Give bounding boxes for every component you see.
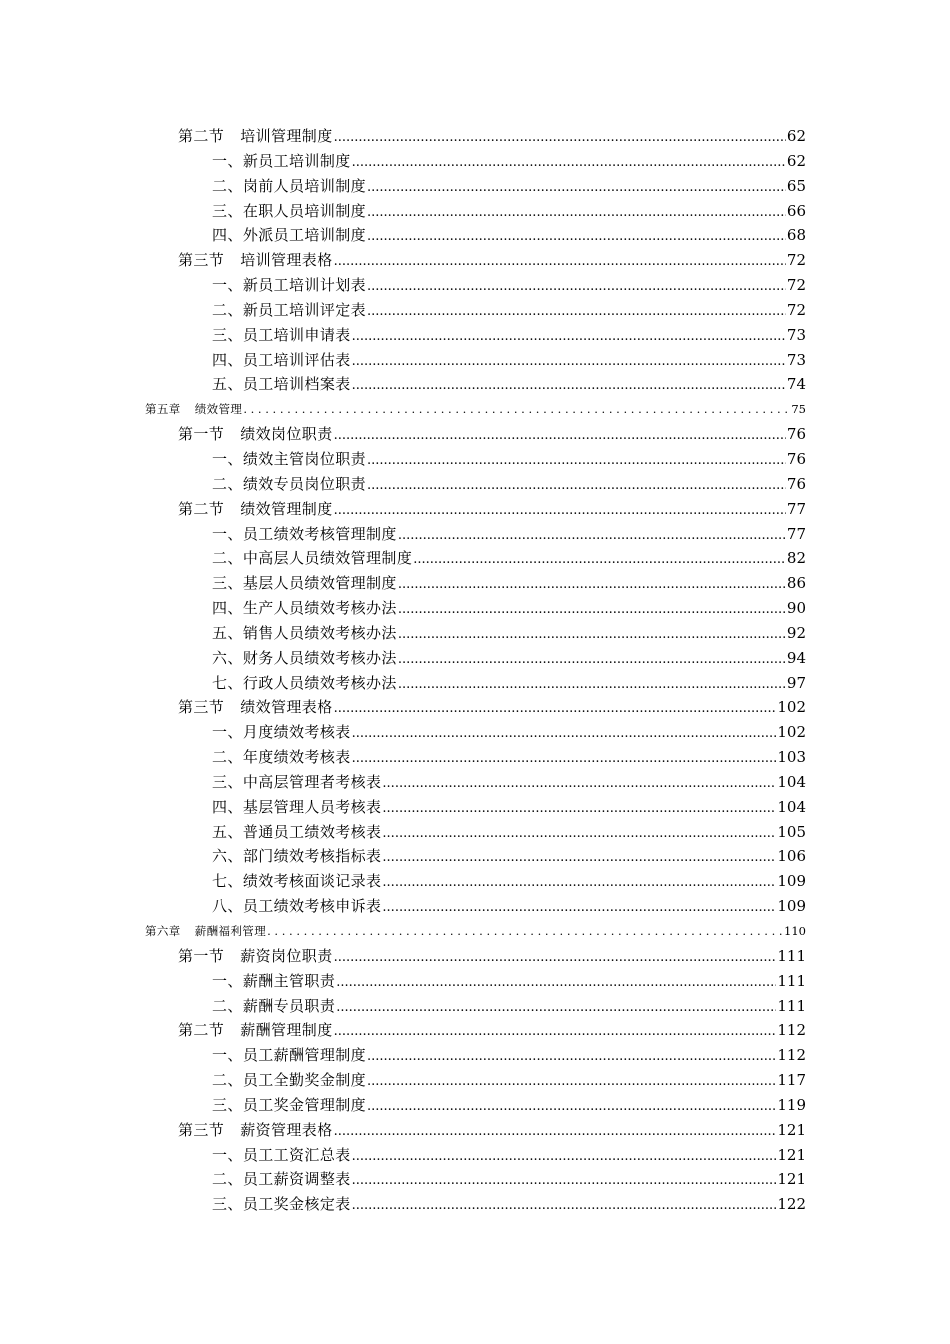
toc-entry-title: 薪酬主管职责: [242, 971, 336, 990]
dot-leader: [352, 325, 786, 350]
toc-entry-page-number: 117: [777, 1071, 806, 1090]
toc-item-entry[interactable]: [0, 820, 950, 845]
toc-entry-title: 生产人员绩效考核办法: [242, 599, 397, 618]
toc-entry-page-number: 97: [786, 673, 806, 692]
toc-entry-title: 员工奖金核定表: [242, 1195, 351, 1214]
dot-leader: [243, 397, 790, 422]
toc-item-entry[interactable]: [0, 1043, 950, 1068]
toc-item-entry[interactable]: [0, 1192, 950, 1217]
dot-leader: [398, 648, 786, 673]
dot-leader: [352, 1145, 777, 1170]
dot-leader: [267, 919, 783, 944]
toc-item-entry[interactable]: [0, 546, 950, 571]
toc-entry-label: [178, 695, 333, 720]
toc-entry-page-number: 76: [786, 449, 806, 468]
toc-entry-prefix: 七、: [212, 872, 243, 891]
toc-entry-label: [212, 571, 397, 596]
dot-leader: [367, 275, 786, 300]
toc-entry-prefix: 二、: [212, 1071, 243, 1090]
toc-entry-prefix: 一、: [212, 1145, 243, 1164]
dot-leader: [398, 623, 786, 648]
toc-entry-title: 绩效专员岗位职责: [242, 474, 367, 493]
toc-entry-page-number: 68: [786, 226, 806, 245]
toc-entry-prefix: 一、: [212, 276, 243, 295]
toc-entry-prefix: 第六章: [145, 924, 181, 938]
toc-entry-title: 薪资管理表格: [240, 1120, 333, 1139]
toc-item-entry[interactable]: [0, 1143, 950, 1168]
toc-entry-title: 新员工培训制度: [242, 151, 351, 170]
toc-entry-label: [212, 199, 366, 224]
toc-entry-page-number: 104: [777, 797, 806, 816]
dot-leader: [334, 697, 777, 722]
toc-item-entry[interactable]: [0, 1068, 950, 1093]
toc-entry-page-number: 62: [786, 151, 806, 170]
toc-entry-page-number: 94: [786, 648, 806, 667]
toc-entry-page-number: 111: [777, 996, 806, 1015]
dot-leader: [334, 499, 786, 524]
toc-entry-page-number: 86: [786, 574, 806, 593]
toc-entry-prefix: 二、: [212, 1170, 243, 1189]
dot-leader: [334, 946, 777, 971]
toc-entry-label: [212, 720, 351, 745]
toc-section-entry[interactable]: [0, 422, 950, 447]
toc-entry-label: [212, 174, 366, 199]
toc-entry-title: 员工薪资调整表: [242, 1170, 351, 1189]
toc-entry-page-number: 121: [777, 1145, 806, 1164]
toc-entry-page-number: 72: [786, 251, 806, 270]
toc-entry-prefix: 四、: [212, 226, 243, 245]
dot-leader: [352, 722, 777, 747]
toc-entry-prefix: 四、: [212, 797, 243, 816]
toc-entry-prefix: 第二节: [178, 499, 225, 518]
toc-item-entry[interactable]: [0, 199, 950, 224]
toc-entry-label: [145, 397, 242, 422]
toc-entry-prefix: 七、: [212, 673, 243, 692]
dot-leader: [352, 1194, 777, 1219]
toc-entry-page-number: 109: [777, 872, 806, 891]
toc-item-entry[interactable]: [0, 149, 950, 174]
toc-item-entry[interactable]: [0, 273, 950, 298]
toc-entry-prefix: 第五章: [145, 402, 181, 417]
toc-entry-prefix: 二、: [212, 176, 243, 195]
toc-entry-prefix: 第一节: [178, 425, 225, 444]
toc-entry-label: [212, 273, 366, 298]
dot-leader: [367, 201, 786, 226]
toc-entry-title: 绩效考核面谈记录表: [242, 872, 382, 891]
toc-entry-prefix: 三、: [212, 1095, 243, 1114]
dot-leader: [367, 300, 786, 325]
toc-entry-page-number: 77: [786, 499, 806, 518]
dot-leader: [334, 424, 786, 449]
toc-entry-page-number: 76: [786, 425, 806, 444]
dot-leader: [382, 896, 776, 921]
toc-entry-label: [145, 919, 266, 944]
toc-entry-prefix: 二、: [212, 549, 243, 568]
toc-entry-title: 员工绩效考核管理制度: [242, 524, 397, 543]
toc-entry-prefix: 四、: [212, 599, 243, 618]
dot-leader: [398, 673, 786, 698]
toc-entry-page-number: 76: [786, 474, 806, 493]
toc-entry-prefix: 第一节: [178, 946, 225, 965]
toc-entry-title: 薪酬管理制度: [240, 1021, 333, 1040]
toc-entry-label: [212, 298, 366, 323]
toc-item-entry[interactable]: [0, 1093, 950, 1118]
toc-entry-page-number: 121: [777, 1170, 806, 1189]
toc-entry-label: [212, 522, 397, 547]
toc-entry-prefix: 一、: [212, 449, 243, 468]
toc-item-entry[interactable]: [0, 298, 950, 323]
dot-leader: [382, 822, 776, 847]
dot-leader: [367, 1095, 776, 1120]
toc-entry-label: [178, 248, 333, 273]
dot-leader: [367, 449, 786, 474]
toc-entry-page-number: 112: [777, 1021, 806, 1040]
toc-item-entry[interactable]: [0, 646, 950, 671]
toc-entry-label: [178, 124, 333, 149]
toc-item-entry[interactable]: [0, 969, 950, 994]
toc-entry-page-number: 90: [786, 599, 806, 618]
toc-entry-page-number: 119: [777, 1095, 806, 1114]
toc-entry-page-number: 73: [786, 350, 806, 369]
toc-section-entry[interactable]: [0, 124, 950, 149]
toc-entry-prefix: 一、: [212, 524, 243, 543]
toc-entry-title: 员工绩效考核申诉表: [242, 897, 382, 916]
toc-entry-label: [212, 646, 397, 671]
dot-leader: [382, 846, 776, 871]
dot-leader: [398, 524, 786, 549]
toc-entry-title: 绩效管理制度: [240, 499, 333, 518]
toc-entry-title: 员工培训档案表: [242, 375, 351, 394]
dot-leader: [352, 1169, 777, 1194]
toc-item-entry[interactable]: [0, 671, 950, 696]
toc-entry-label: [212, 596, 397, 621]
toc-entry-label: [212, 472, 366, 497]
toc-entry-prefix: 六、: [212, 847, 243, 866]
toc-entry-label: [212, 372, 351, 397]
toc-entry-page-number: 105: [777, 822, 806, 841]
toc-entry-title: 中高层管理者考核表: [242, 772, 382, 791]
toc-entry-label: [212, 447, 366, 472]
dot-leader: [352, 374, 786, 399]
toc-item-entry[interactable]: [0, 994, 950, 1019]
toc-entry-title: 薪资岗位职责: [240, 946, 333, 965]
toc-entry-label: [178, 1018, 333, 1043]
toc-item-entry[interactable]: [0, 770, 950, 795]
dot-leader: [413, 548, 786, 573]
toc-item-entry[interactable]: [0, 596, 950, 621]
toc-entry-prefix: 四、: [212, 350, 243, 369]
toc-entry-title: 薪酬专员职责: [242, 996, 336, 1015]
toc-entry-prefix: 三、: [212, 201, 243, 220]
toc-item-entry[interactable]: [0, 1167, 950, 1192]
toc-entry-prefix: 八、: [212, 897, 243, 916]
dot-leader: [382, 871, 776, 896]
toc-item-entry[interactable]: [0, 372, 950, 397]
toc-entry-page-number: 122: [777, 1195, 806, 1214]
toc-entry-label: [212, 621, 397, 646]
toc-section-entry[interactable]: [0, 1018, 950, 1043]
toc-entry-title: 中高层人员绩效管理制度: [242, 549, 413, 568]
dot-leader: [367, 474, 786, 499]
dot-leader: [336, 996, 776, 1021]
dot-leader: [352, 747, 777, 772]
toc-entry-page-number: 92: [786, 623, 806, 642]
toc-entry-label: [178, 944, 333, 969]
toc-entry-label: [212, 869, 381, 894]
toc-entry-prefix: 二、: [212, 474, 243, 493]
toc-entry-label: [212, 1068, 366, 1093]
toc-entry-label: [212, 671, 397, 696]
dot-leader: [398, 598, 786, 623]
toc-item-entry[interactable]: [0, 869, 950, 894]
toc-entry-page-number: 62: [786, 127, 806, 145]
toc-entry-page-number: 102: [777, 698, 806, 717]
toc-section-entry[interactable]: [0, 944, 950, 969]
toc-entry-title: 销售人员绩效考核办法: [242, 623, 397, 642]
toc-entry-label: [212, 348, 351, 373]
toc-entry-page-number: 72: [786, 276, 806, 295]
toc-entry-label: [178, 497, 333, 522]
toc-entry-title: 部门绩效考核指标表: [242, 847, 382, 866]
toc-item-entry[interactable]: [0, 621, 950, 646]
toc-entry-title: 绩效主管岗位职责: [242, 449, 367, 468]
toc-entry-page-number: 103: [777, 748, 806, 767]
toc-entry-prefix: 三、: [212, 574, 243, 593]
toc-entry-label: [212, 1192, 351, 1217]
toc-entry-page-number: 75: [791, 402, 806, 417]
toc-item-entry[interactable]: [0, 174, 950, 199]
dot-leader: [336, 971, 776, 996]
toc-entry-title: 员工奖金管理制度: [242, 1095, 367, 1114]
toc-entry-prefix: 六、: [212, 648, 243, 667]
toc-item-entry[interactable]: [0, 894, 950, 919]
toc-chapter-entry[interactable]: [0, 919, 950, 944]
dot-leader: [334, 250, 786, 275]
toc-entry-label: [212, 1043, 366, 1068]
toc-section-entry[interactable]: [0, 497, 950, 522]
toc-entry-page-number: 106: [777, 847, 806, 866]
toc-entry-title: 在职人员培训制度: [242, 201, 367, 220]
dot-leader: [382, 772, 776, 797]
toc-entry-prefix: 五、: [212, 375, 243, 394]
toc-entry-label: [212, 223, 366, 248]
dot-leader: [334, 126, 786, 151]
toc-entry-title: 培训管理表格: [240, 251, 333, 270]
toc-item-entry[interactable]: [0, 571, 950, 596]
toc-entry-title: 年度绩效考核表: [242, 748, 351, 767]
toc-entry-label: [212, 1093, 366, 1118]
toc-section-entry[interactable]: [0, 1118, 950, 1143]
toc-entry-page-number: 109: [777, 897, 806, 916]
toc-entry-prefix: 三、: [212, 772, 243, 791]
toc-entry-title: 新员工培训计划表: [242, 276, 367, 295]
toc-entry-prefix: 一、: [212, 1046, 243, 1065]
toc-item-entry[interactable]: [0, 522, 950, 547]
toc-entry-label: [212, 323, 351, 348]
toc-entry-page-number: 72: [786, 300, 806, 319]
toc-entry-label: [212, 149, 351, 174]
dot-leader: [334, 1120, 777, 1145]
toc-entry-page-number: 102: [777, 723, 806, 742]
toc-section-entry[interactable]: [0, 695, 950, 720]
toc-entry-title: 员工培训评估表: [242, 350, 351, 369]
toc-entry-page-number: 65: [786, 176, 806, 195]
toc-entry-page-number: 110: [784, 924, 806, 938]
toc-entry-prefix: 三、: [212, 325, 243, 344]
toc-entry-prefix: 一、: [212, 971, 243, 990]
toc-entry-title: 绩效管理表格: [240, 698, 333, 717]
dot-leader: [352, 151, 786, 176]
toc-entry-title: 薪酬福利管理: [194, 924, 267, 938]
dot-leader: [334, 1020, 777, 1045]
toc-entry-label: [212, 969, 335, 994]
toc-entry-label: [178, 422, 333, 447]
toc-entry-page-number: 77: [786, 524, 806, 543]
toc-entry-page-number: 112: [777, 1046, 806, 1065]
toc-entry-title: 月度绩效考核表: [242, 723, 351, 742]
toc-entry-page-number: 73: [786, 325, 806, 344]
toc-section-entry[interactable]: [0, 248, 950, 273]
toc-entry-page-number: 74: [786, 375, 806, 394]
toc-item-entry[interactable]: [0, 844, 950, 869]
toc-entry-label: [212, 1143, 351, 1168]
toc-entry-label: [212, 894, 381, 919]
toc-entry-page-number: 66: [786, 201, 806, 220]
toc-entry-title: 绩效管理: [194, 402, 243, 417]
toc-entry-title: 基层管理人员考核表: [242, 797, 382, 816]
dot-leader: [367, 225, 786, 250]
toc-entry-label: [212, 1167, 351, 1192]
toc-entry-title: 行政人员绩效考核办法: [242, 673, 397, 692]
toc-entry-prefix: 第三节: [178, 1120, 225, 1139]
toc-item-entry[interactable]: [0, 447, 950, 472]
toc-entry-page-number: 104: [777, 772, 806, 791]
dot-leader: [367, 1070, 776, 1095]
toc-entry-prefix: 一、: [212, 151, 243, 170]
toc-entry-title: 财务人员绩效考核办法: [242, 648, 397, 667]
toc-entry-prefix: 三、: [212, 1195, 243, 1214]
dot-leader: [382, 797, 776, 822]
toc-entry-title: 绩效岗位职责: [240, 425, 333, 444]
toc-entry-title: 员工薪酬管理制度: [242, 1046, 367, 1065]
toc-entry-title: 岗前人员培训制度: [242, 176, 367, 195]
toc-entry-label: [212, 795, 381, 820]
toc-item-entry[interactable]: [0, 472, 950, 497]
toc-entry-title: 员工培训申请表: [242, 325, 351, 344]
toc-item-entry[interactable]: [0, 745, 950, 770]
toc-entry-prefix: 第二节: [178, 127, 225, 145]
toc-entry-prefix: 第三节: [178, 251, 225, 270]
toc-entry-title: 普通员工绩效考核表: [242, 822, 382, 841]
toc-item-entry[interactable]: [0, 323, 950, 348]
toc-entry-page-number: 82: [786, 549, 806, 568]
toc-entry-prefix: 第二节: [178, 1021, 225, 1040]
toc-entry-prefix: 二、: [212, 300, 243, 319]
toc-item-entry[interactable]: [0, 795, 950, 820]
toc-entry-page-number: 111: [777, 971, 806, 990]
toc-entry-title: 员工工资汇总表: [242, 1145, 351, 1164]
table-of-contents: [0, 124, 950, 1217]
dot-leader: [352, 350, 786, 375]
dot-leader: [367, 176, 786, 201]
toc-entry-label: [212, 994, 335, 1019]
toc-entry-title: 基层人员绩效管理制度: [242, 574, 397, 593]
toc-item-entry[interactable]: [0, 720, 950, 745]
toc-entry-title: 培训管理制度: [240, 127, 333, 145]
toc-entry-label: [212, 745, 351, 770]
toc-entry-label: [178, 1118, 333, 1143]
toc-entry-label: [212, 844, 381, 869]
toc-entry-prefix: 第三节: [178, 698, 225, 717]
toc-entry-prefix: 五、: [212, 623, 243, 642]
toc-entry-title: 新员工培训评定表: [242, 300, 367, 319]
toc-entry-page-number: 121: [777, 1120, 806, 1139]
toc-item-entry[interactable]: [0, 348, 950, 373]
toc-entry-prefix: 二、: [212, 996, 243, 1015]
toc-entry-label: [212, 546, 412, 571]
toc-entry-label: [212, 820, 381, 845]
toc-chapter-entry[interactable]: [0, 397, 950, 422]
toc-item-entry[interactable]: [0, 223, 950, 248]
toc-entry-label: [212, 770, 381, 795]
toc-entry-title: 员工全勤奖金制度: [242, 1071, 367, 1090]
toc-entry-prefix: 一、: [212, 723, 243, 742]
toc-entry-prefix: 二、: [212, 748, 243, 767]
toc-entry-title: 外派员工培训制度: [242, 226, 367, 245]
toc-entry-prefix: 五、: [212, 822, 243, 841]
toc-entry-page-number: 111: [777, 946, 806, 965]
dot-leader: [398, 573, 786, 598]
dot-leader: [367, 1045, 776, 1070]
